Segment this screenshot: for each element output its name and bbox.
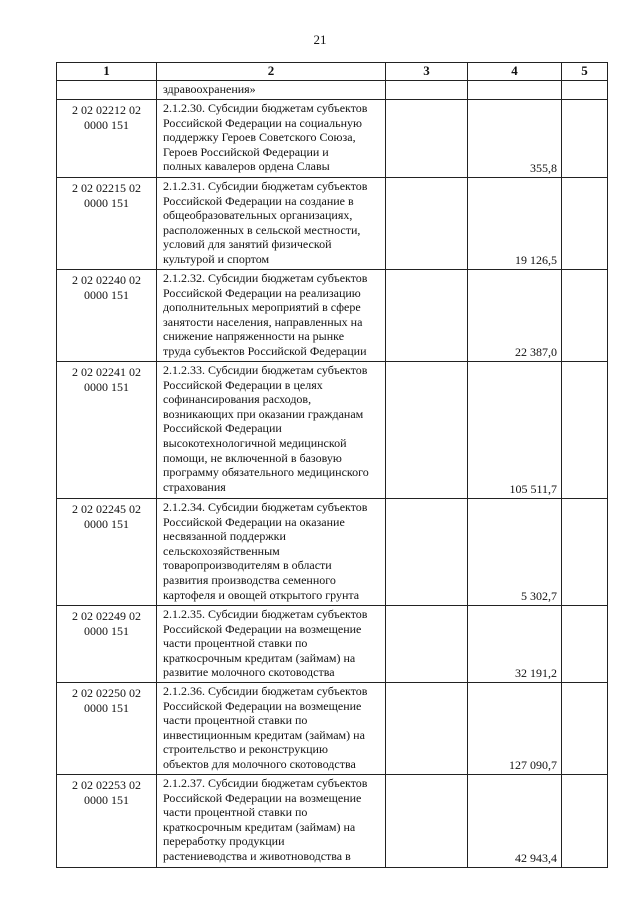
description-line: софинансирования расходов, — [163, 392, 312, 407]
description-line: Российской Федерации — [163, 421, 282, 436]
table-row — [57, 683, 608, 775]
description-line: Российской Федерации на социальную — [163, 115, 363, 130]
header-col-2: 2 — [157, 63, 386, 81]
description-line: полных кавалеров ордена Славы — [163, 159, 330, 174]
empty-cell-col-3 — [386, 100, 468, 178]
description-line: Российской Федерации на возмещение — [163, 790, 362, 805]
description-line: страхования — [163, 479, 226, 494]
budget-code — [57, 683, 157, 775]
description-line: Российской Федерации на создание в — [163, 193, 354, 208]
item-description — [157, 499, 386, 606]
budget-code — [57, 270, 157, 362]
empty-cell-col-3 — [386, 775, 468, 868]
item-description — [157, 606, 386, 683]
description-line: Российской Федерации на реализацию — [163, 285, 361, 300]
amount-value: 127 090,7 — [468, 683, 562, 775]
item-description — [157, 270, 386, 362]
description-line: дополнительных мероприятий в сфере — [163, 300, 361, 315]
description-line: 2.1.2.30. Субсидии бюджетам субъектов — [163, 101, 368, 115]
empty-cell-col-3 — [386, 270, 468, 362]
description-line: развитие молочного скотоводства — [163, 665, 335, 680]
table-row — [57, 606, 608, 683]
description-line: 2.1.2.36. Субсидии бюджетам субъектов — [163, 684, 368, 698]
continuation-row — [57, 81, 608, 100]
empty-cell-col-5 — [562, 178, 608, 270]
description-line: расположенных в сельской местности, — [163, 222, 361, 237]
budget-code-line: 2 02 02249 02 — [72, 609, 141, 623]
description-line: общеобразовательных организациях, — [163, 208, 353, 223]
description-line: 2.1.2.33. Субсидии бюджетам субъектов — [163, 363, 368, 377]
description-line: труда субъектов Российской Федерации — [163, 343, 367, 358]
empty-cell-col-5 — [562, 606, 608, 683]
budget-code-line: 0000 151 — [84, 516, 129, 531]
item-description — [157, 775, 386, 868]
description-line: программу обязательного медицинского — [163, 465, 369, 480]
budget-code-line: 2 02 02253 02 — [72, 778, 141, 792]
description-line: Российской Федерации на оказание — [163, 514, 345, 529]
description-line: помощи, не включенной в базовую — [163, 450, 342, 465]
description-line: культурой и спортом — [163, 251, 270, 266]
table-row — [57, 362, 608, 499]
description-line: поддержку Героев Советского Союза, — [163, 130, 356, 145]
empty-cell-col-5 — [562, 100, 608, 178]
budget-code-line: 2 02 02250 02 — [72, 686, 141, 700]
description-line: 2.1.2.34. Субсидии бюджетам субъектов — [163, 500, 368, 514]
budget-code — [57, 178, 157, 270]
amount-value: 42 943,4 — [468, 775, 562, 868]
description-line: 2.1.2.32. Субсидии бюджетам субъектов — [163, 271, 368, 285]
budget-code — [57, 100, 157, 178]
empty-cell-col-5 — [562, 775, 608, 868]
description-line: 2.1.2.37. Субсидии бюджетам субъектов — [163, 776, 368, 790]
amount-value: 32 191,2 — [468, 606, 562, 683]
table-header-row — [57, 63, 608, 81]
description-line: Российской Федерации на возмещение — [163, 621, 362, 636]
description-line: товаропроизводителям в области — [163, 558, 332, 573]
description-line: строительство и реконструкцию — [163, 742, 328, 757]
empty-cell-col-5 — [562, 683, 608, 775]
amount-value: 5 302,7 — [468, 499, 562, 606]
empty-cell-col-3 — [386, 683, 468, 775]
header-col-5: 5 — [562, 63, 608, 81]
item-description — [157, 178, 386, 270]
budget-code-line: 2 02 02240 02 — [72, 273, 141, 287]
empty-cell-col-3 — [386, 606, 468, 683]
description-line: снижение напряженности на рынке — [163, 329, 345, 344]
description-line: высокотехнологичной медицинской — [163, 435, 347, 450]
empty-cell-col-3 — [386, 499, 468, 606]
description-line: Российской Федерации в целях — [163, 377, 323, 392]
empty-cell-col-3 — [386, 178, 468, 270]
description-line: части процентной ставки по — [163, 636, 308, 651]
budget-table — [56, 62, 608, 868]
description-line: инвестиционным кредитам (займам) на — [163, 727, 365, 742]
page-number: 21 — [313, 32, 327, 47]
empty-cell-col-5 — [562, 270, 608, 362]
header-col-4: 4 — [468, 63, 562, 81]
empty-cell-col-3 — [386, 362, 468, 499]
budget-code-line: 2 02 02212 02 — [72, 103, 141, 117]
description-line: 2.1.2.31. Субсидии бюджетам субъектов — [163, 179, 368, 193]
table-row — [57, 775, 608, 868]
empty-cell-col-5 — [562, 362, 608, 499]
description-line: условий для занятий физической — [163, 237, 332, 252]
continuation-text: здравоохранения» — [157, 81, 386, 100]
table-row — [57, 178, 608, 270]
description-line: объектов для молочного скотоводства — [163, 756, 356, 771]
budget-code — [57, 362, 157, 499]
budget-code-line: 0000 151 — [84, 117, 129, 132]
description-line: несвязанной поддержки — [163, 529, 286, 544]
description-line: краткосрочным кредитам (займам) на — [163, 650, 356, 665]
item-description — [157, 683, 386, 775]
header-col-1: 1 — [57, 63, 157, 81]
description-line: переработку продукции — [163, 834, 285, 849]
description-line: части процентной ставки по — [163, 713, 308, 728]
item-description — [157, 100, 386, 178]
header-col-3: 3 — [386, 63, 468, 81]
description-line: растениеводства и животноводства в — [163, 848, 351, 863]
budget-code-line: 0000 151 — [84, 195, 129, 210]
description-line: 2.1.2.35. Субсидии бюджетам субъектов — [163, 607, 368, 621]
item-description — [157, 362, 386, 499]
budget-code-line: 0000 151 — [84, 379, 129, 394]
description-line: сельскохозяйственным — [163, 543, 280, 558]
amount-value: 19 126,5 — [468, 178, 562, 270]
budget-code-line: 2 02 02241 02 — [72, 365, 141, 379]
budget-code — [57, 606, 157, 683]
description-line: части процентной ставки по — [163, 805, 308, 820]
amount-value: 105 511,7 — [468, 362, 562, 499]
budget-code — [57, 775, 157, 868]
budget-code-line: 0000 151 — [84, 792, 129, 807]
description-line: картофеля и овощей открытого грунта — [163, 587, 360, 602]
budget-code — [57, 499, 157, 606]
budget-code-line: 0000 151 — [84, 623, 129, 638]
description-line: Героев Российской Федерации и — [163, 144, 329, 159]
budget-code-line: 0000 151 — [84, 287, 129, 302]
description-line: краткосрочным кредитам (займам) на — [163, 819, 356, 834]
budget-code-line: 0000 151 — [84, 700, 129, 715]
budget-code-line: 2 02 02215 02 — [72, 181, 141, 195]
amount-value: 22 387,0 — [468, 270, 562, 362]
empty-cell-col-5 — [562, 499, 608, 606]
description-line: занятости населения, направленных на — [163, 314, 363, 329]
budget-code-line: 2 02 02245 02 — [72, 502, 141, 516]
description-line: развития производства семенного — [163, 572, 336, 587]
description-line: возникающих при оказании гражданам — [163, 406, 364, 421]
table-row — [57, 270, 608, 362]
description-line: Российской Федерации на возмещение — [163, 698, 362, 713]
table-row — [57, 499, 608, 606]
table-row — [57, 100, 608, 178]
amount-value: 355,8 — [468, 100, 562, 178]
